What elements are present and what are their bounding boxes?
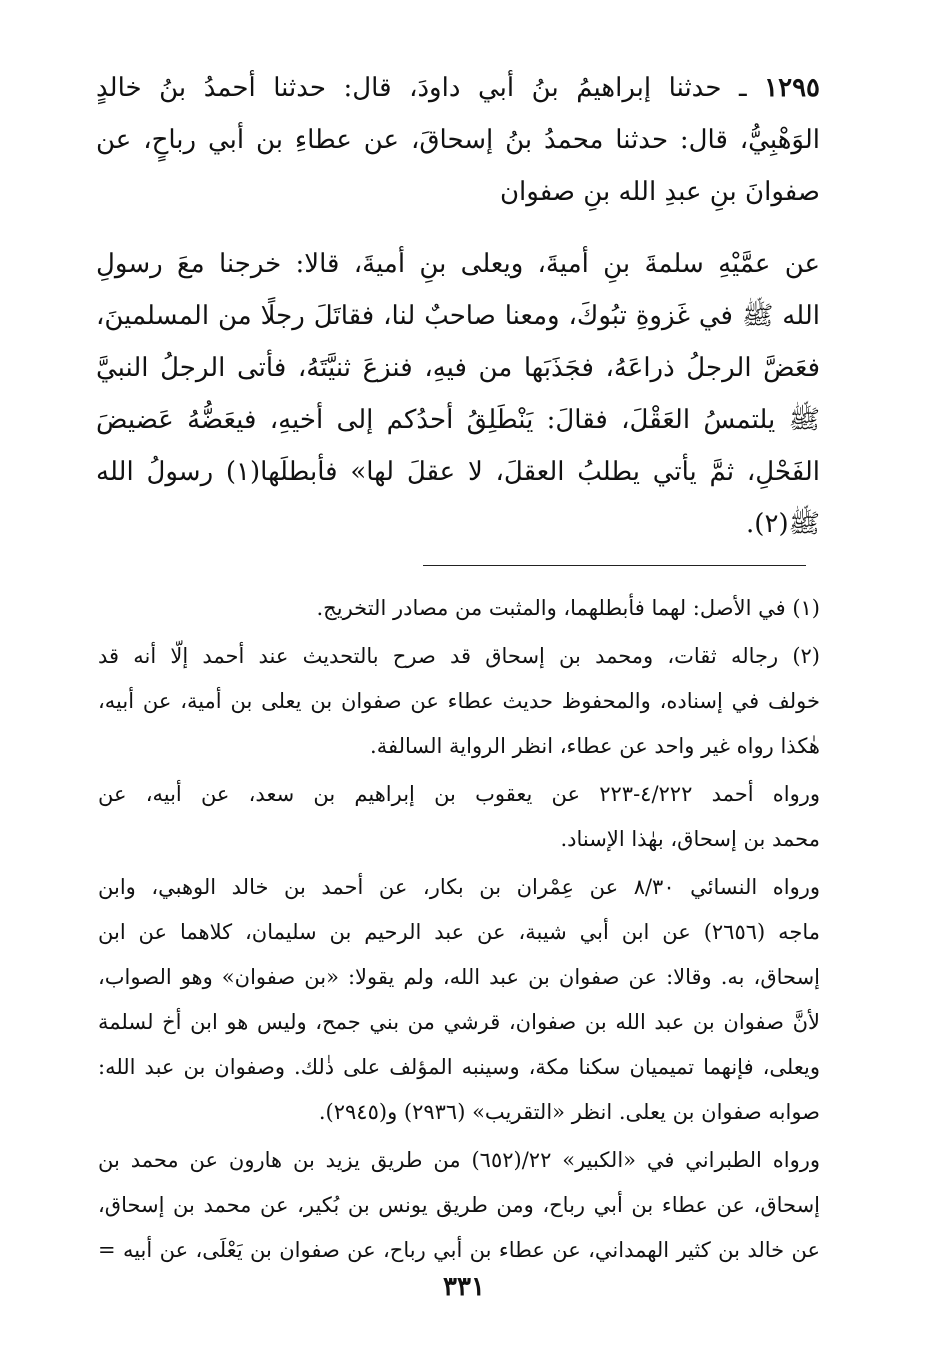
footnote-line: إسحاق، عن عطاء بن أبي رباح، ومن طريق يونس بن بُكير، عن محمد بن إسحاق، — [98, 1193, 820, 1217]
hadith-line: ١٢٩٥ ـ حدثنا إبراهيمُ بنُ أبي داودَ، قال: حدثنا أحمدُ بنُ خالدٍ — [96, 73, 820, 103]
hadith-line: الفَحْلِ، ثمَّ يأتي يطلبُ العقلَ، لا عقلَ لها» فأبطلَها(١) رسولُ الله — [96, 457, 820, 487]
footnotes — [98, 586, 820, 1273]
footnote-line: ماجه (٢٦٥٦) عن ابن أبي شيبة، عن عبد الرحيم بن سليمان، كلاهما عن ابن — [98, 920, 820, 944]
footnote-line: هٰكذا رواه غير واحد عن عطاء، انظر الرواية السالفة. — [370, 734, 820, 758]
hadith-line: ﷺ(٢). — [746, 509, 820, 539]
hadith-line: الله ﷺ في غَزوةِ تبُوكَ، ومعنا صاحبٌ لنا، فقاتَلَ رجلًا من المسلمينَ، — [96, 301, 820, 331]
footnote-line: خولف في إسناده، والمحفوظ حديث عطاء عن صفوان بن يعلى بن أمية، عن أبيه، — [98, 689, 820, 713]
page-number: ٣٣١ — [443, 1272, 485, 1302]
footnote-line: لأنَّ صفوان بن عبد الله بن صفوان، قرشي من بني جمح، وليس هو ابن أخ لسلمة — [98, 1010, 820, 1034]
footnote-line: صوابه صفوان بن يعلى. انظر «التقريب» (٢٩٣٦) و(٢٩٤٥). — [318, 1100, 820, 1124]
paragraph-gap — [96, 218, 820, 238]
footnote-divider — [423, 565, 806, 566]
footnote-line: ورواه أحمد ٤/٢٢٢-٢٢٣ عن يعقوب بن إبراهيم بن سعد، عن أبيه، عن — [98, 782, 820, 806]
hadith-line: فعَضَّ الرجلُ ذراعَهُ، فجَذَبَها من فيهِ، فنزعَ ثنيَّتَهُ، فأتى الرجلُ النبيَّ — [96, 353, 820, 383]
hadith-number: ١٢٩٥ — [764, 73, 820, 103]
footnote-line: ورواه الطبراني في «الكبير» ٢٢/(٦٥٢) من طريق يزيد بن هارون عن محمد بن — [98, 1148, 820, 1172]
footnote-line: عن خالد بن كثير الهمداني، عن عطاء بن أبي رباح، عن صفوان بن يَعْلَى، عن أبيه = — [98, 1238, 820, 1262]
footnote-line: إسحاق، به. وقالا: عن صفوان بن عبد الله، ولم يقولا: «بن صفوان» وهو الصواب، — [98, 965, 820, 989]
footnote-line: محمد بن إسحاق، بهٰذا الإسناد. — [560, 827, 820, 851]
hadith-text — [96, 62, 820, 550]
footnote-line: ورواه النسائي ٨/٣٠ عن عِمْران بن بكار، عن أحمد بن خالد الوهبي، وابن — [98, 875, 820, 899]
hadith-line: صفوانَ بنِ عبدِ الله بنِ صفوان — [499, 177, 820, 207]
hadith-line: الوَهْبِيُّ، قال: حدثنا محمدُ بنُ إسحاقَ، عن عطاءِ بن أبي رباحٍ، عن — [96, 125, 820, 155]
footnote-line: ويعلى، فإنهما تميميان سكنا مكة، وسينبه المؤلف على ذٰلك. وصفوان بن عبد الله: — [98, 1055, 820, 1079]
hadith-line: عن عمَّيْهِ سلمةَ بنِ أميةَ، ويعلى بنِ أميةَ، قالا: خرجنا معَ رسولِ — [96, 249, 820, 279]
footnote-line: (١) في الأصل: لهما فأبطلهما، والمثبت من مصادر التخريج. — [316, 596, 820, 620]
footnote-line: (٢) رجاله ثقات، ومحمد بن إسحاق قد صرح بالتحديث عند أحمد إلّا أنه قد — [98, 644, 820, 668]
hadith-line: ﷺ يلتمسُ العَقْلَ، فقالَ: يَنْطَلِقُ أحدُكم إلى أخيهِ، فيعَضُّهُ عَضيضَ — [96, 405, 820, 435]
